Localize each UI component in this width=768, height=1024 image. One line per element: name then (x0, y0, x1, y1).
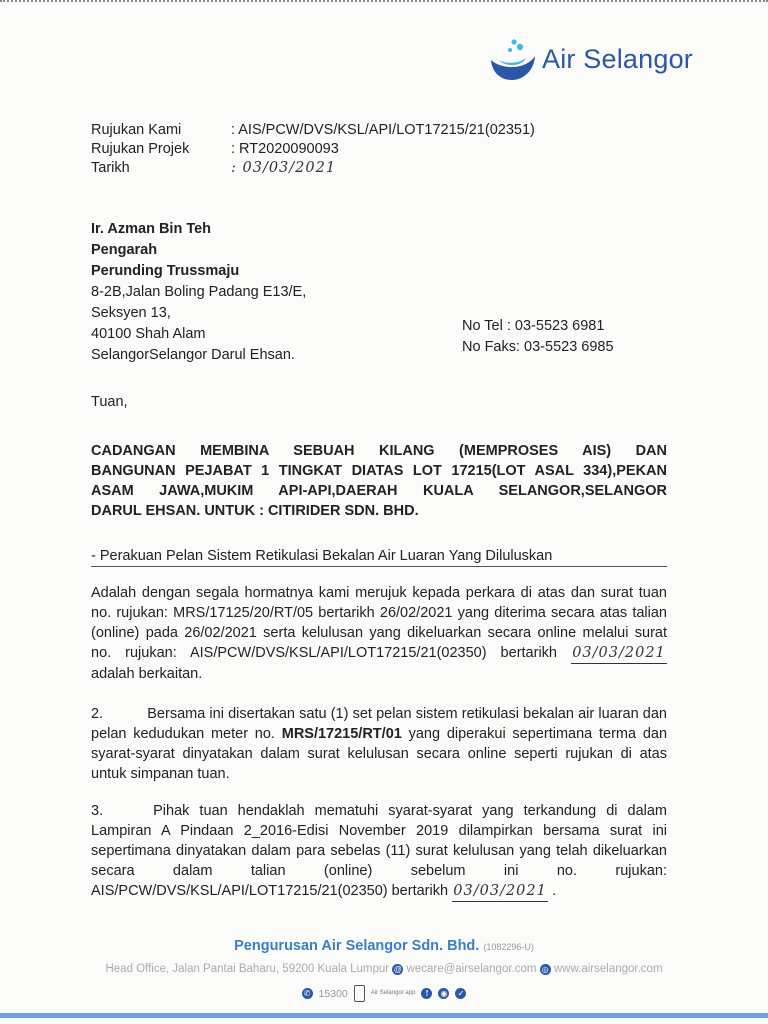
email-icon: @ (393, 965, 402, 974)
paragraph-text: Bersama ini disertakan satu (1) set pelan sistem retikulasi bekalan air luaran dan pelan kedudukan meter no. (91, 706, 667, 742)
reference-value: : AIS/PCW/DVS/KSL/API/LOT17215/21(02351) (231, 122, 535, 138)
subject-line: CADANGAN MEMBINA SEBUAH KILANG (MEMPROSES AIS) DAN (91, 443, 667, 459)
footer-website: www.airselangor.com (553, 963, 663, 975)
subject-line: DARUL EHSAN. UNTUK : CITIRIDER SDN. BHD. (91, 503, 419, 519)
footer-app-label: Air Selangor app (370, 990, 416, 996)
address-line: Seksyen 13, (91, 305, 171, 321)
paragraph-3 (91, 801, 667, 902)
meter-number: MRS/17215/RT/01 (281, 726, 402, 742)
letter-footer (0, 938, 768, 1002)
facebook-icon: f (421, 988, 432, 999)
footer-email: wecare@airselangor.com (406, 963, 537, 975)
reference-label: Tarikh (91, 160, 130, 176)
reference-row (91, 159, 535, 178)
paragraph-text: yang diperakui sepertimana terma dan syarat-syarat dinyatakan dalam surat kelulusan secara online seperti rujukan di atas untuk simpanan tuan. (91, 726, 668, 782)
footer-company-line (0, 938, 768, 954)
subject-heading (91, 441, 667, 521)
footer-icons-row (0, 985, 768, 1002)
reference-value: : RT2020090093 (231, 141, 339, 157)
globe-icon: ◎ (540, 964, 551, 975)
paragraph-text: Pihak tuan hendaklah mematuhi syarat-syarat yang terkandung di dalam Lampiran A Pindaan 2_2016-Edisi November 2019 dilampirkan bersama surat ini sepertimana dinyatakan dalam para sebelas (11) surat kelulusan yang telah dikeluarkan secara dalam talian (online) sebelum ini no. rujukan: AIS/PCW/DVS/KSL/API/LOT17215/21(02350) bertarikh (91, 803, 667, 899)
instagram-icon: ◉ (438, 988, 449, 999)
top-border (0, 0, 768, 8)
reference-block (91, 121, 535, 178)
reference-row (91, 140, 535, 159)
water-drop-logo-icon (488, 36, 538, 82)
addressee-name: Ir. Azman Bin Teh (91, 221, 212, 237)
paragraph-2 (91, 704, 667, 784)
sub-subject: - Perakuan Pelan Sistem Retikulasi Bekalan Air Luaran Yang Diluluskan (91, 548, 667, 567)
footer-hotline: 15300 (318, 987, 348, 1000)
mobile-phone-icon (354, 985, 365, 1002)
salutation: Tuan, (91, 394, 128, 410)
address-line: SelangorSelangor Darul Ehsan. (91, 347, 295, 363)
contact-block (462, 316, 614, 358)
reference-label: Rujukan Kami (91, 122, 182, 138)
footer-address: Head Office, Jalan Pantai Baharu, 59200 Kuala Lumpur (105, 963, 390, 975)
address-line: 8-2B,Jalan Boling Padang E13/E, (91, 284, 307, 300)
fax-number: No Faks: 03-5523 6985 (462, 339, 614, 355)
footer-address-line (0, 963, 768, 975)
footer-company-name: Pengurusan Air Selangor Sdn. Bhd. (234, 938, 480, 954)
subject-line: ASAM JAWA,MUKIM API-API,DAERAH KUALA SELANGOR,SELANGOR (91, 483, 667, 499)
twitter-icon: ✓ (455, 988, 466, 999)
paragraph-number: 2. (91, 706, 104, 722)
paragraph-1 (91, 583, 667, 684)
date-value: : 03/03/2021 (231, 160, 337, 176)
addressee-block (91, 219, 306, 366)
air-selangor-logo (488, 36, 693, 82)
paragraph-text: Adalah dengan segala hormatnya kami merujuk kepada perkara di atas dan surat tuan no. rujukan: MRS/17125/20/RT/05 bertarikh 26/02/2021 yang diterima secara atas talian (online) pada 26/02/2021 serta kelulusan yang dikeluarkan secara online melalui surat no. rujukan: AIS/PCW/DVS/KSL/API/LOT17215/21(02350) bertarikh (91, 585, 667, 661)
tel-number: No Tel : 03-5523 6981 (462, 318, 605, 334)
subject-line: BANGUNAN PEJABAT 1 TINGKAT DIATAS LOT 17215(LOT ASAL 334),PEKAN (91, 463, 667, 479)
reference-label: Rujukan Projek (91, 141, 190, 157)
handwritten-date: 03/03/2021 (571, 643, 667, 664)
reference-row (91, 121, 535, 140)
phone-call-icon: ✆ (302, 988, 313, 999)
footer-color-bar (0, 1013, 768, 1018)
addressee-title: Pengarah (91, 242, 158, 258)
addressee-company: Perunding Trussmaju (91, 263, 240, 279)
address-line: 40100 Shah Alam (91, 326, 206, 342)
paragraph-text: . (552, 883, 557, 899)
handwritten-date: 03/03/2021 (452, 881, 548, 902)
brand-name: Air Selangor (542, 43, 693, 74)
paragraph-number: 3. (91, 803, 104, 819)
footer-registration: (1082296-U) (483, 942, 534, 952)
paragraph-text: adalah berkaitan. (91, 666, 203, 682)
